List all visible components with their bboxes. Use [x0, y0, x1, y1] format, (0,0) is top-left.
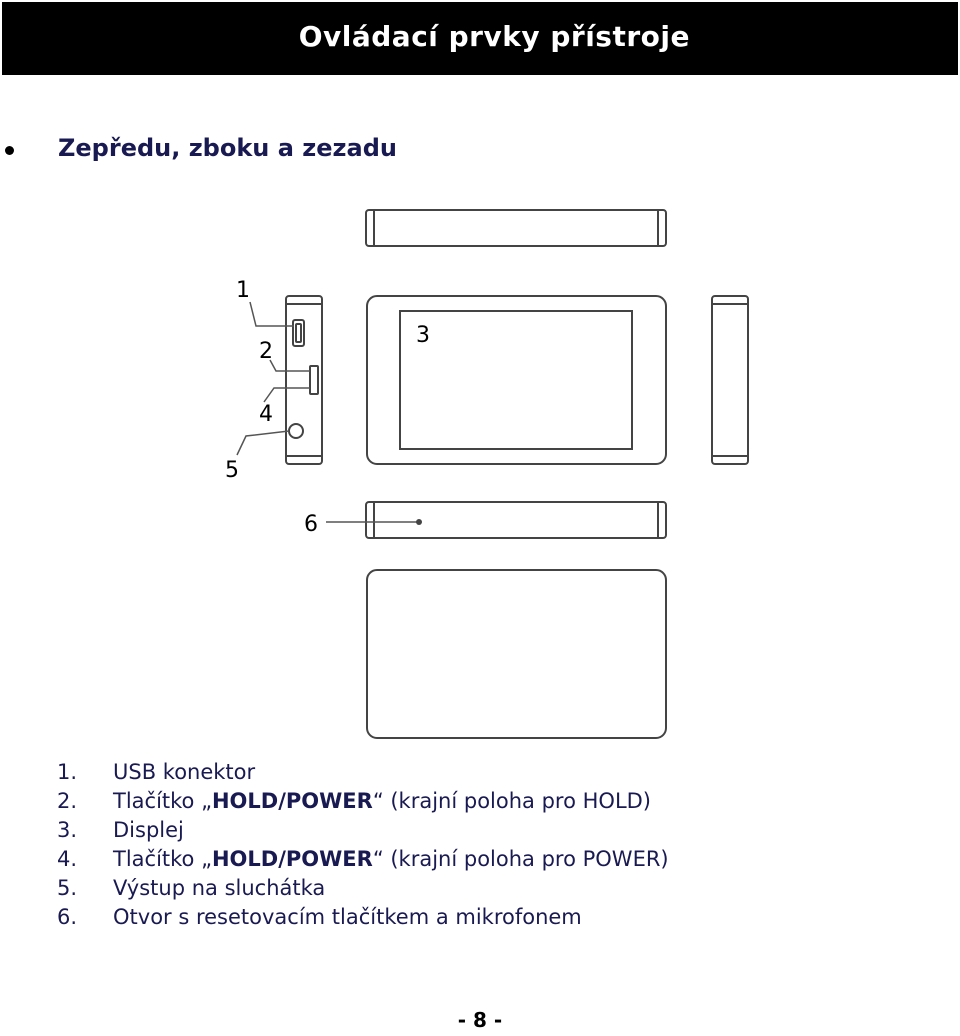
- legend-item: [57, 787, 669, 816]
- page-title: Ovládací prvky přístroje: [298, 20, 690, 53]
- legend-text-suffix: “ (krajní poloha pro HOLD): [372, 789, 652, 813]
- page-number: - 8 -: [457, 1008, 503, 1032]
- legend-number: 2.: [57, 789, 78, 813]
- device-top-view: [366, 210, 666, 246]
- legend-text: USB konektor: [113, 760, 256, 784]
- display-screen: [400, 311, 632, 449]
- section-heading: Zepředu, zboku a zezadu: [58, 134, 397, 162]
- callout-1: 1: [236, 278, 250, 303]
- hold-power-switch-icon: [310, 366, 318, 394]
- device-front-view: [367, 296, 666, 464]
- legend-number: 3.: [57, 818, 78, 842]
- device-back-view: [367, 570, 666, 738]
- legend-text: Displej: [113, 818, 184, 842]
- legend-number: 1.: [57, 760, 78, 784]
- legend-list: [57, 758, 669, 932]
- legend-text: Výstup na sluchátka: [113, 876, 326, 900]
- legend-text-prefix: Tlačítko „: [113, 847, 212, 871]
- headphone-jack-icon: [289, 424, 303, 438]
- legend-text-bold: HOLD/POWER: [211, 789, 373, 813]
- legend-item: [57, 758, 669, 787]
- callout-4: 4: [259, 402, 273, 427]
- callout-2: 2: [259, 339, 273, 364]
- legend-item: [57, 845, 669, 874]
- legend-number: 5.: [57, 876, 78, 900]
- legend-text-bold: HOLD/POWER: [211, 847, 373, 871]
- legend-item: [57, 903, 669, 932]
- callout-3: 3: [416, 323, 430, 348]
- device-bottom-view: [366, 502, 666, 538]
- legend-number: 4.: [57, 847, 78, 871]
- legend-item: [57, 816, 669, 845]
- legend-number: 6.: [57, 905, 78, 929]
- reset-hole-icon: [416, 519, 422, 525]
- legend-item: [57, 874, 669, 903]
- legend-text: Otvor s resetovacím tlačítkem a mikrofonem: [113, 905, 582, 929]
- device-right-side-view: [712, 296, 748, 464]
- legend-text-suffix: “ (krajní poloha pro POWER): [372, 847, 669, 871]
- legend-text-prefix: Tlačítko „: [113, 789, 212, 813]
- device-left-side-view: [286, 296, 322, 464]
- callout-5: 5: [225, 458, 239, 483]
- callout-6: 6: [304, 512, 318, 537]
